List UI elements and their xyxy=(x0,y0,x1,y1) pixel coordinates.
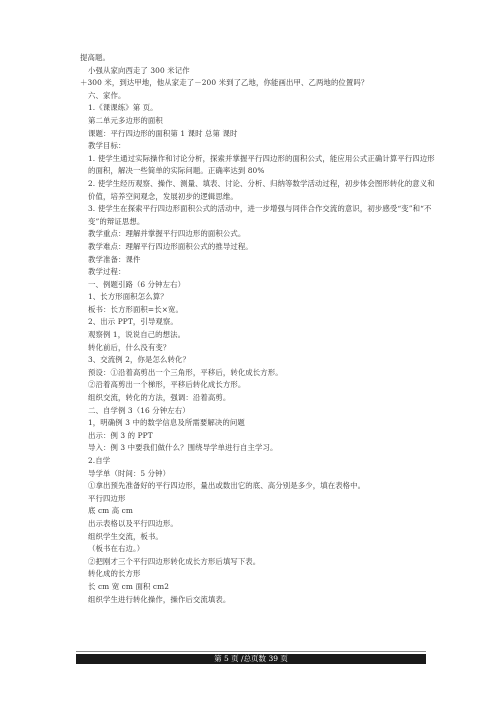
text-line: 3、交流例 2，你是怎么转化？ xyxy=(88,355,190,365)
text-line: ②沿着高剪出一个梯形，平移后转化成长方形。 xyxy=(88,380,246,390)
section-heading: 教学目标： xyxy=(88,141,126,151)
text-line: 提高题。 xyxy=(80,53,110,62)
text-line: 组织交流，转化的方法，强调：沿着高剪。 xyxy=(88,393,231,403)
objective-1: 1. 使学生通过实际操作和讨论分析，探索并掌握平行四边形的面积公式，能应用公式正确计算平行四边形的面积，解决一些简单的实际问题。正确率达到 80% xyxy=(88,153,435,176)
footer-divider xyxy=(76,651,426,652)
text-line: 2、出示 PPT，引导观察。 xyxy=(88,317,178,327)
page-footer xyxy=(76,654,426,664)
text-line: 底 cm 高 cm xyxy=(88,506,134,516)
text-line: 观察例 1，说说自己的想法。 xyxy=(88,330,186,340)
text-line: 教学难点：理解平行四边形面积公式的推导过程。 xyxy=(88,241,253,251)
text-line: 教学重点：理解并掌握平行四边形的面积公式。 xyxy=(88,229,246,239)
text-line: 转化成的长方形 xyxy=(88,569,141,579)
section-heading: 六、家作。 xyxy=(88,90,126,100)
text-line: 1.《课课练》第 页。 xyxy=(88,103,158,113)
document-body xyxy=(80,52,440,606)
objective-2: 2. 使学生经历观察、操作、测量、填表、讨论、分析、归纳等数学活动过程，初步体会图形转化的意义和价值，培养空间观念，发展初步的逻辑思维。 xyxy=(88,178,435,201)
text-line: 板书：长方形面积=长×宽。 xyxy=(88,304,183,314)
text-line: 小强从家向西走了 300 米记作 xyxy=(88,65,190,75)
text-line: 2.自学 xyxy=(88,456,111,465)
text-line: 出示：例 3 的 PPT xyxy=(88,430,153,440)
text-line: ＋300 米，到达甲地，他从家走了－200 米到了乙地，你能画出甲、乙两地的位置吗？ xyxy=(80,78,369,88)
text-line: 组织学生交流，板书。 xyxy=(88,531,163,541)
unit-title: 第二单元多边形的面积 xyxy=(88,115,163,125)
text-line: ①拿出预先准备好的平行四边形，量出或数出它的底、高分别是多少，填在表格中。 xyxy=(88,481,366,491)
section-heading: 二、自学例 3（16 分钟左右） xyxy=(88,405,190,415)
text-line: （板书在右边。） xyxy=(88,544,145,554)
section-heading: 一、例题引路（6 分钟左右） xyxy=(88,279,186,289)
text-line: 导学单（时间：5 分钟） xyxy=(88,468,171,478)
text-line: 导入：例 3 中要我们做什么？围绕导学单进行自主学习。 xyxy=(88,443,278,453)
text-line: ②把刚才三个平行四边形转化成长方形后填写下表。 xyxy=(88,556,261,566)
text-line: 1、长方形面积怎么算？ xyxy=(88,292,168,302)
page-number: 第 5 页 /总页数 39 页 xyxy=(214,654,288,663)
text-line: 教学准备：课件 xyxy=(88,254,141,264)
text-line: 出示表格以及平行四边形。 xyxy=(88,518,178,528)
objective-3: 3. 使学生在探索平行四边形面积公式的活动中，进一步增强与同伴合作交流的意识，初步感受“变”和“不变”的辩证思想。 xyxy=(88,204,432,226)
text-line: 预设：①沿着高剪出一个三角形，平移后，转化成长方形。 xyxy=(88,367,283,377)
lesson-title: 课题：平行四边形的面积第 1 课时 总第 课时 xyxy=(88,128,238,138)
text-line: 长 cm 宽 cm 面积 cm2 xyxy=(88,581,170,591)
text-line: 平行四边形 xyxy=(88,493,126,503)
section-heading: 教学过程： xyxy=(88,267,126,277)
text-line: 1，明确例 3 中的数学信息及所需要解决的问题 xyxy=(88,418,245,428)
text-line: 转化前后，什么没有变？ xyxy=(88,342,171,352)
text-line: 组织学生进行转化操作，操作后交流填表。 xyxy=(88,594,231,604)
